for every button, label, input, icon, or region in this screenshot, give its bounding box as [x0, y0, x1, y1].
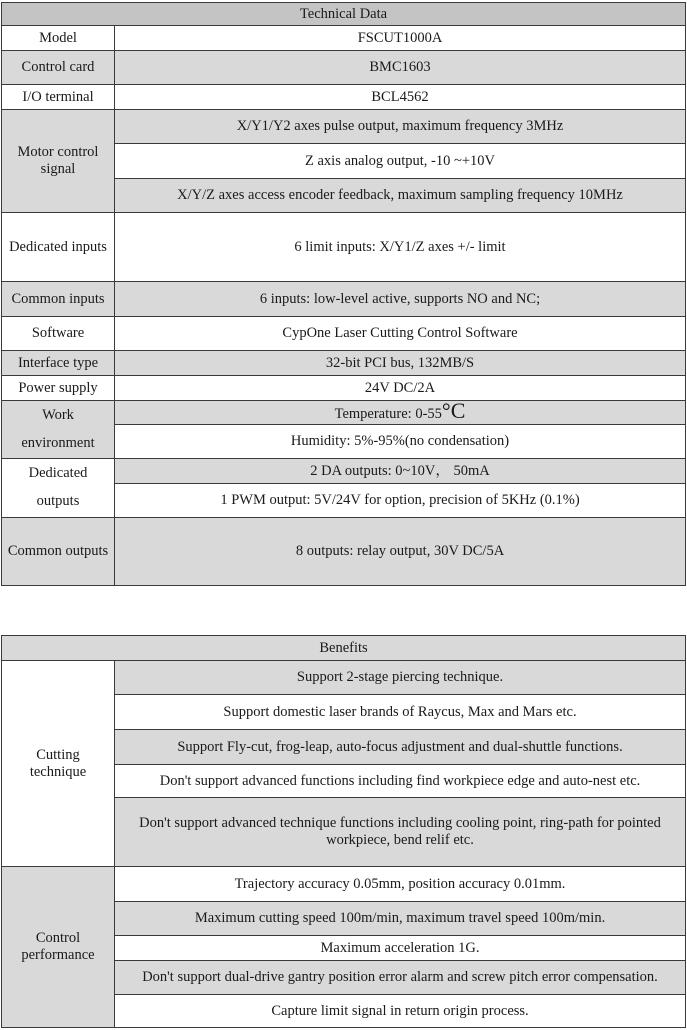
row-value-control-card: BMC1603: [115, 51, 686, 85]
table-row: [2, 401, 686, 425]
row-label-control-card: Control card: [2, 51, 115, 85]
table-row: [2, 213, 686, 282]
technical-data-title: Technical Data: [2, 3, 686, 26]
cutting-item: Support Fly-cut, frog-leap, auto-focus adjustment and dual-shuttle functions.: [115, 730, 686, 765]
row-value-pwm-output: 1 PWM output: 5V/24V for option, precision of 5KHz (0.1%): [115, 484, 686, 518]
row-value-motor-pulse: X/Y1/Y2 axes pulse output, maximum frequency 3MHz: [115, 110, 686, 144]
table-row: [2, 661, 686, 695]
row-value-software: CypOne Laser Cutting Control Software: [115, 317, 686, 351]
label-line: Control: [35, 930, 81, 947]
table-row: [2, 518, 686, 586]
row-value-common-outputs: 8 outputs: relay output, 30V DC/5A: [115, 518, 686, 586]
row-value-power-supply: 24V DC/2A: [115, 376, 686, 401]
label-line: Motor control: [17, 144, 99, 161]
label-line: Work: [42, 406, 74, 423]
row-label-motor-control: [2, 110, 115, 213]
row-label-io-terminal: I/O terminal: [2, 85, 115, 110]
technical-data-table: [1, 2, 686, 586]
row-label-dedicated-inputs: Dedicated inputs: [2, 213, 115, 282]
benefits-title: Benefits: [2, 636, 686, 661]
label-line: technique: [29, 763, 87, 780]
row-value-temperature: [115, 398, 686, 425]
table-row: [2, 351, 686, 376]
label-line: Cutting: [36, 746, 80, 763]
row-value-dedicated-inputs: 6 limit inputs: X/Y1/Z axes +/- limit: [115, 213, 686, 282]
benefits-table: [1, 635, 686, 1028]
control-item: Maximum cutting speed 100m/min, maximum travel speed 100m/min.: [115, 902, 686, 936]
table-row: [2, 282, 686, 317]
control-item: Maximum acceleration 1G.: [115, 936, 686, 961]
celsius-unit: °C: [441, 398, 466, 424]
row-label-control-performance: [2, 867, 115, 1028]
row-value-interface-type: 32-bit PCI bus, 132MB/S: [115, 351, 686, 376]
table-row: [2, 376, 686, 401]
cutting-item: Support 2-stage piercing technique.: [115, 661, 686, 695]
cutting-item: Don't support advanced technique functions including cooling point, ring-path for pointed workpiece, bend relif etc.: [115, 798, 686, 867]
row-label-software: Software: [2, 317, 115, 351]
row-value-common-inputs: 6 inputs: low-level active, supports NO and NC;: [115, 282, 686, 317]
cutting-item: Support domestic laser brands of Raycus, Max and Mars etc.: [115, 695, 686, 730]
table-row: [2, 459, 686, 484]
row-label-common-outputs: Common outputs: [2, 518, 115, 586]
row-label-power-supply: Power supply: [2, 376, 115, 401]
table-row: [2, 867, 686, 902]
row-label-work-environment: [2, 401, 115, 459]
label-line: Dedicated: [28, 465, 88, 482]
control-item: Capture limit signal in return origin process.: [115, 995, 686, 1028]
table-row: [2, 110, 686, 144]
row-value-da-outputs: 2 DA outputs: 0~10V， 50mA: [115, 459, 686, 484]
row-label-common-inputs: Common inputs: [2, 282, 115, 317]
row-value-io-terminal: BCL4562: [115, 85, 686, 110]
control-item: Don't support dual-drive gantry position error alarm and screw pitch error compensation.: [115, 961, 686, 995]
cutting-item: Don't support advanced functions including find workpiece edge and auto-nest etc.: [115, 765, 686, 798]
row-value-humidity: Humidity: 5%-95%(no condensation): [115, 425, 686, 459]
label-line: performance: [21, 947, 95, 963]
row-value-motor-encoder: X/Y/Z axes access encoder feedback, maximum sampling frequency 10MHz: [115, 179, 686, 213]
row-label-dedicated-outputs: [2, 459, 115, 518]
table-row: [2, 317, 686, 351]
label-line: outputs: [36, 493, 80, 509]
row-value-motor-analog: Z axis analog output, -10 ~+10V: [115, 144, 686, 179]
table-row: [2, 51, 686, 85]
table-row: [2, 26, 686, 51]
label-line: signal: [40, 161, 76, 177]
row-value-model: FSCUT1000A: [115, 26, 686, 51]
temperature-text: Temperature: 0-55: [334, 406, 442, 423]
label-line: environment: [21, 434, 95, 451]
row-label-interface-type: Interface type: [2, 351, 115, 376]
table-row: [2, 85, 686, 110]
row-label-cutting-technique: [2, 661, 115, 867]
row-label-model: Model: [2, 26, 115, 51]
control-item: Trajectory accuracy 0.05mm, position accuracy 0.01mm.: [115, 867, 686, 902]
